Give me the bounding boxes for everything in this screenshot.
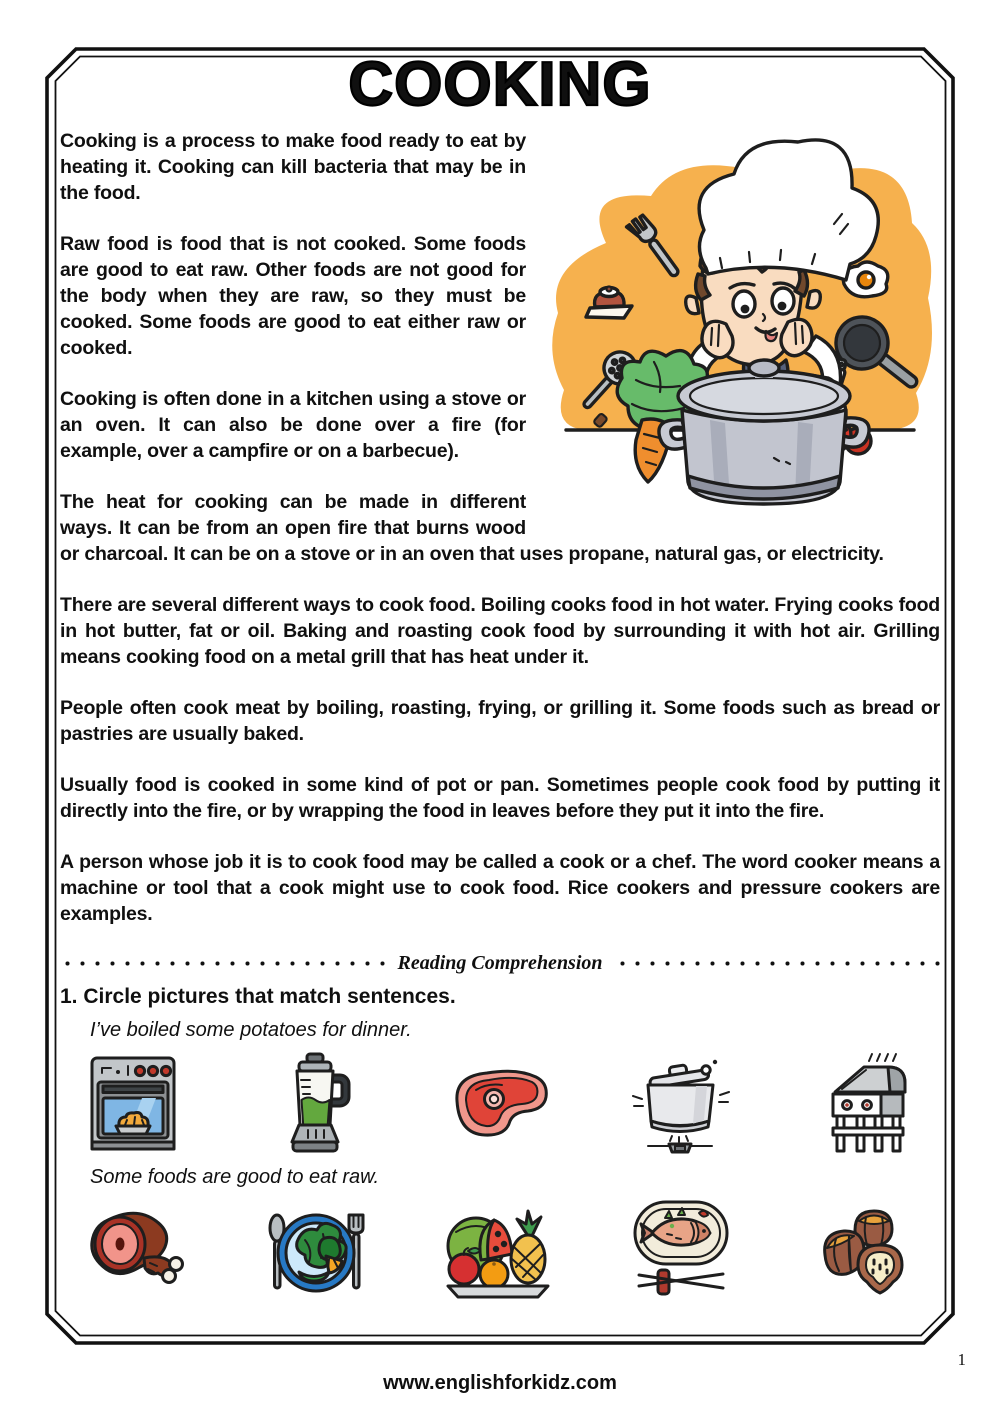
divider-label: Reading Comprehension bbox=[397, 952, 603, 974]
chef-boy-with-pot-illustration bbox=[536, 128, 940, 518]
page-title: COOKING bbox=[348, 50, 652, 119]
exercise-sentence-2: Some foods are good to eat raw. bbox=[90, 1166, 380, 1188]
ham-leg-icon[interactable] bbox=[74, 1195, 192, 1307]
paragraph-4: The heat for cooking can be made in different ways. It can be from an open fire that burns wood or charcoal. It can be on a stove or in an oven that uses propane, natural gas, or electricity. bbox=[60, 491, 884, 565]
oven-icon[interactable] bbox=[74, 1048, 192, 1160]
raw-steak-icon[interactable] bbox=[439, 1048, 557, 1160]
dotted-line-left bbox=[60, 961, 385, 966]
paragraph-3: Cooking is often done in a kitchen using a stove or an oven. It can also be done over a fire (for example, over a campfire or on a barbecue). bbox=[60, 388, 526, 462]
reading-comprehension-divider bbox=[60, 952, 940, 975]
picture-row-1 bbox=[60, 1044, 940, 1164]
dotted-line-right bbox=[615, 961, 940, 966]
pot bbox=[659, 360, 869, 504]
fish-plate-chopsticks-icon[interactable] bbox=[622, 1195, 740, 1307]
paragraph-2: Raw food is food that is not cooked. Some foods are good to eat raw. Other foods are not good for the body when they are raw, so they must be cooked. Some foods are good to eat either raw or cooked. bbox=[60, 233, 526, 359]
article bbox=[60, 128, 940, 927]
picture-row-2 bbox=[60, 1191, 940, 1311]
page-content bbox=[60, 50, 940, 1311]
page-number: 1 bbox=[957, 1350, 966, 1369]
paragraph-1: Cooking is a process to make food ready to eat by heating it. Cooking can kill bacteria that may be in the food. bbox=[60, 130, 526, 204]
boiling-pot-icon[interactable] bbox=[622, 1048, 740, 1160]
paragraph-5: There are several different ways to cook food. Boiling cooks food in hot water. Frying cooks food in hot butter, fat or oil. Baking and roasting cook food by surrounding it with hot air. Grilling means cooking food on a metal grill that has heat under it. bbox=[60, 594, 940, 668]
barbecue-grill-icon[interactable] bbox=[804, 1048, 922, 1160]
exercise-heading: 1. Circle pictures that match sentences. bbox=[60, 985, 456, 1008]
paragraph-8: A person whose job it is to cook food may be called a cook or a chef. The word cooker means a machine or tool that a cook might use to cook food. Rice cookers and pressure cookers are examples. bbox=[60, 851, 940, 925]
salad-plate-icon[interactable] bbox=[257, 1195, 375, 1307]
fruit-plate-icon[interactable] bbox=[439, 1195, 557, 1307]
blender-icon[interactable] bbox=[257, 1048, 375, 1160]
exercise-sentence-1: I’ve boiled some potatoes for dinner. bbox=[90, 1019, 412, 1041]
paragraph-6: People often cook meat by boiling, roasting, frying, or grilling it. Some foods such as bread or pastries are usually baked. bbox=[60, 697, 940, 745]
chef-illustration bbox=[536, 128, 940, 518]
footer-url: www.englishforkidz.com bbox=[383, 1372, 617, 1394]
chestnuts-icon[interactable] bbox=[804, 1195, 922, 1307]
paragraph-7: Usually food is cooked in some kind of pot or pan. Sometimes people cook food by putting it directly into the fire, or by wrapping the food in leaves before they put it into the fire. bbox=[60, 774, 940, 822]
